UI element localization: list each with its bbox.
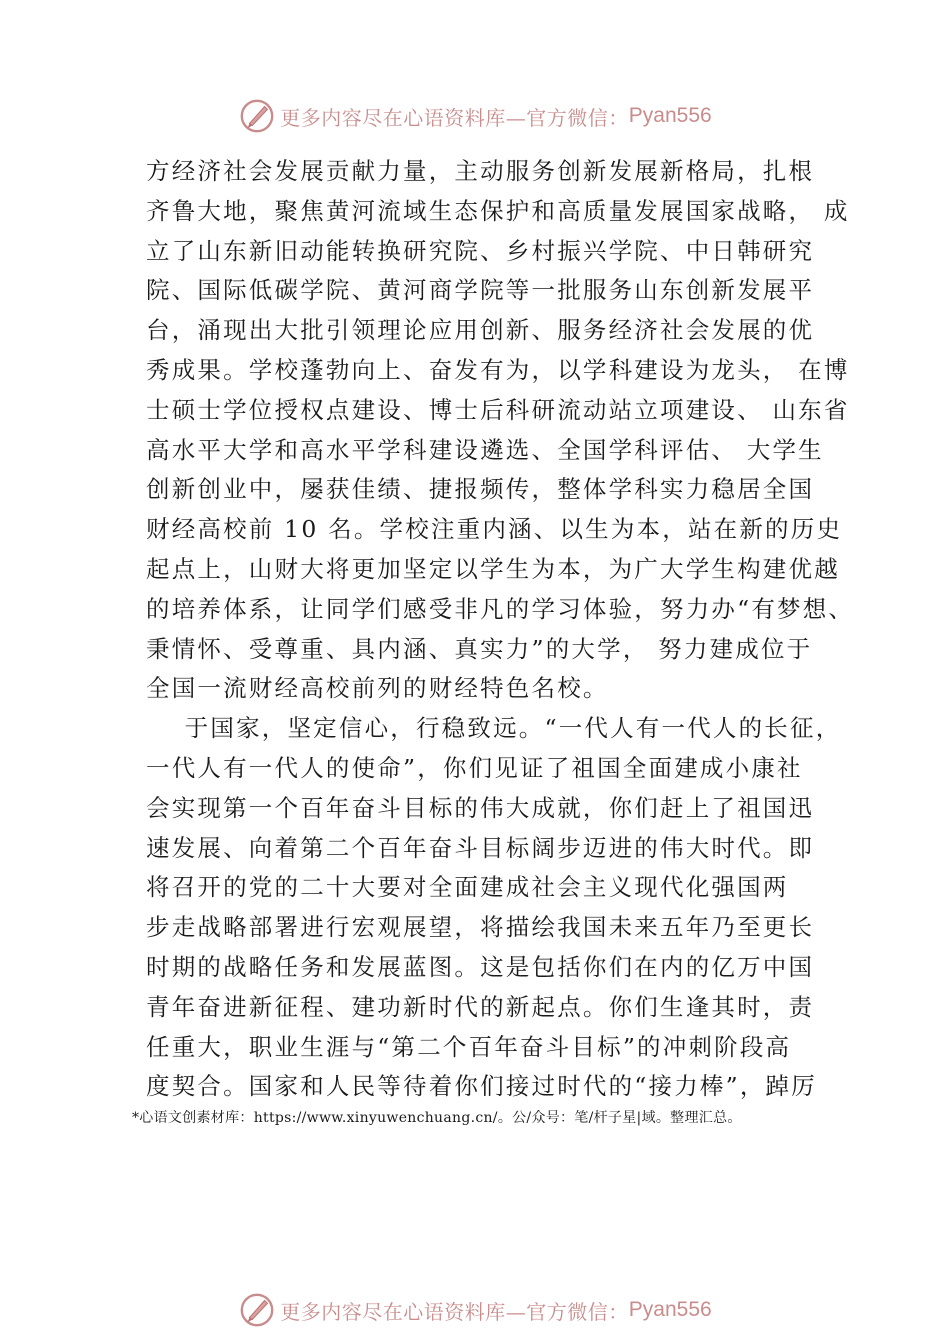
footer-watermark — [0, 1290, 950, 1330]
text-line: 财经高校前 10 名。学校注重内涵、以生为本，站在新的历史 — [146, 515, 843, 544]
text-line: 一代人有一代人的使命”，你们见证了祖国全面建成小康社 — [146, 753, 803, 782]
text-line: 秉情怀、受尊重、具内涵、真实力”的大学， 努力建成位于 — [146, 634, 813, 663]
watermark-wechat-id: Pyan556 — [628, 1298, 712, 1321]
footnote: *心语文创素材库：https://www.xinyuwenchuang.cn/。公/众号：笔/杆子星|域。整理汇总。 — [132, 1110, 742, 1126]
text-line: 于国家，坚定信心，行稳致远。“一代人有一代人的长征， — [146, 714, 842, 743]
text-line: 任重大，职业生涯与“第二个百年奋斗目标”的冲刺阶段高 — [146, 1032, 792, 1061]
pen-logo-icon — [238, 1291, 276, 1329]
text-line: 立了山东新旧动能转换研究院、乡村振兴学院、中日韩研究 — [146, 236, 815, 265]
pen-logo-icon — [238, 97, 276, 135]
text-line: 度契合。国家和人民等待着你们接过时代的“接力棒”，踔厉 — [146, 1072, 817, 1101]
text-line: 秀成果。学校蓬勃向上、奋发有为，以学科建设为龙头， 在博 — [146, 355, 850, 384]
text-line: 速发展、向着第二个百年奋斗目标阔步迈进的伟大时代。即 — [146, 833, 815, 862]
text-line: 方经济社会发展贡献力量，主动服务创新发展新格局，扎根 — [146, 157, 815, 185]
text-line: 齐鲁大地，聚焦黄河流域生态保护和高质量发展国家战略， 成 — [146, 196, 850, 225]
text-line: 起点上，山财大将更加坚定以学生为本，为广大学生构建优越 — [146, 554, 840, 583]
text-line: 创新创业中，屡获佳绩、捷报频传，整体学科实力稳居全国 — [146, 475, 815, 504]
text-line: 台，涌现出大批引领理论应用创新、服务经济社会发展的优 — [146, 316, 815, 345]
text-line: 院、国际低碳学院、黄河商学院等一批服务山东创新发展平 — [146, 276, 815, 305]
text-line: 高水平大学和高水平学科建设遴选、全国学科评估、 大学生 — [146, 435, 824, 464]
watermark-text: 更多内容尽在心语资料库—官方微信： — [280, 1299, 629, 1324]
text-line: 将召开的党的二十大要对全面建成社会主义现代化强国两 — [146, 873, 789, 902]
watermark-text: 更多内容尽在心语资料库—官方微信： — [280, 105, 629, 130]
watermark-wechat-id: Pyan556 — [628, 104, 712, 127]
text-line: 士硕士学位授权点建设、博士后科研流动站立项建设、 山东省 — [146, 395, 850, 424]
text-line: 青年奋进新征程、建功新时代的新起点。你们生逢其时，责 — [146, 992, 815, 1021]
text-line: 全国一流财经高校前列的财经特色名校。 — [146, 674, 609, 703]
text-line: 的培养体系，让同学们感受非凡的学习体验，努力办“有梦想、 — [146, 594, 855, 623]
text-line: 步走战略部署进行宏观展望，将描绘我国未来五年乃至更长 — [146, 913, 815, 942]
header-watermark — [0, 96, 950, 136]
body-text — [146, 152, 855, 1107]
text-line: 时期的战略任务和发展蓝图。这是包括你们在内的亿万中国 — [146, 952, 815, 981]
text-line: 会实现第一个百年奋斗目标的伟大成就，你们赶上了祖国迅 — [146, 793, 815, 822]
